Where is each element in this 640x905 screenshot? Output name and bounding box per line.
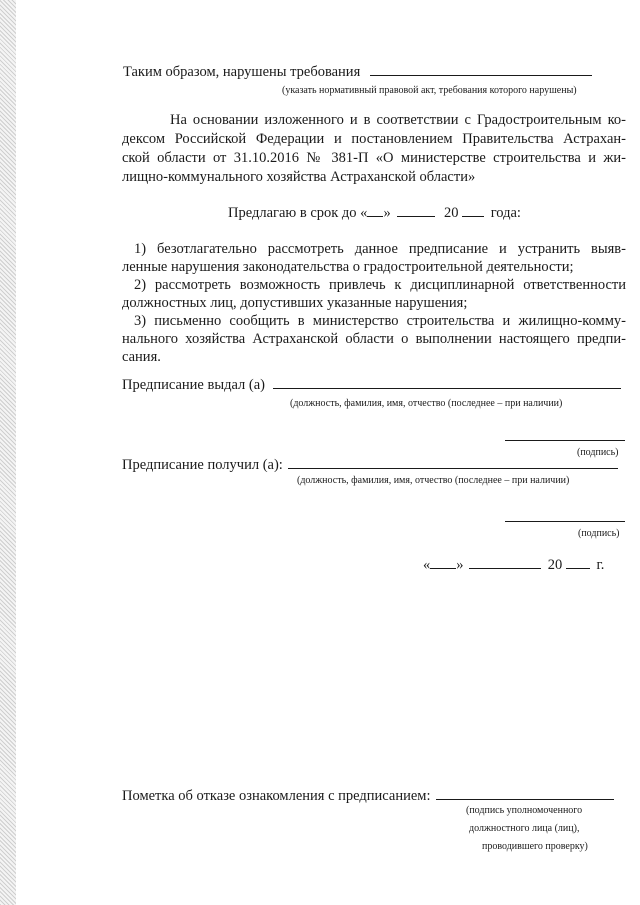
received-hint: (должность, фамилия, имя, отчество (последнее – при наличии) xyxy=(297,475,570,486)
basis-line-2: дексом Российской Федерации и постановлением Правительства Астрахан- xyxy=(122,131,626,147)
violation-label: Таким образом, нарушены требования xyxy=(123,64,361,80)
issued-label: Предписание выдал (а) xyxy=(122,377,265,393)
issued-row xyxy=(122,376,621,394)
item-2-line-2: должностных лиц, допустивших указанные нарушения; xyxy=(122,295,468,311)
deadline-year-field[interactable] xyxy=(462,204,484,217)
refusal-hint-line-2: должностного лица (лиц), xyxy=(469,823,580,834)
basis-line-4: лищно-коммунального хозяйства Астраханской области» xyxy=(122,169,476,185)
refusal-label: Пометка об отказе ознакомления с предписанием: xyxy=(122,788,431,804)
deadline-quote-close: » xyxy=(383,205,391,221)
deadline-prefix: Предлагаю в срок до « xyxy=(228,205,368,221)
issued-signature-hint: (подпись) xyxy=(577,447,619,458)
date-row xyxy=(423,556,604,574)
issued-field[interactable] xyxy=(273,376,621,389)
received-row xyxy=(122,456,618,474)
deadline-year-prefix: 20 xyxy=(443,205,459,221)
issued-hint: (должность, фамилия, имя, отчество (последнее – при наличии) xyxy=(290,398,563,409)
refusal-hint-line-1: (подпись уполномоченного xyxy=(466,805,583,816)
violation-hint: (указать нормативный правовой акт, требования которого нарушены) xyxy=(282,85,577,96)
issued-signature-line[interactable] xyxy=(505,440,625,441)
item-3-line-1: 3) письменно сообщить в министерство строительства и жилищно-комму- xyxy=(134,313,626,329)
deadline-day-field[interactable] xyxy=(367,204,383,217)
received-label: Предписание получил (а): xyxy=(122,457,283,473)
deadline-suffix: года: xyxy=(490,205,521,221)
refusal-field[interactable] xyxy=(436,787,614,800)
basis-line-3: ской области от 31.10.2016 № 381-П «О министерстве строительства и жи- xyxy=(122,150,626,166)
refusal-row xyxy=(122,787,614,805)
date-open-quote: « xyxy=(423,557,431,573)
scan-binding-edge xyxy=(0,0,16,905)
item-1-line-1: 1) безотлагательно рассмотреть данное предписание и устранить выяв- xyxy=(134,241,626,257)
violation-field[interactable] xyxy=(370,63,592,76)
deadline-row xyxy=(228,204,521,222)
date-year-field[interactable] xyxy=(566,556,590,569)
received-signature-hint: (подпись) xyxy=(578,528,620,539)
date-year-suffix: г. xyxy=(596,557,605,573)
date-day-field[interactable] xyxy=(430,556,456,569)
item-2-line-1: 2) рассмотреть возможность привлечь к дисциплинарной ответственности xyxy=(134,277,626,293)
item-3-line-2: нального хозяйства Астраханской области о выполнении настоящего предпи- xyxy=(122,331,626,347)
violation-row xyxy=(123,63,592,81)
item-3-line-3: сания. xyxy=(122,349,161,365)
deadline-month-field[interactable] xyxy=(397,204,435,217)
received-field[interactable] xyxy=(288,456,618,469)
refusal-hint-line-3: проводившего проверку) xyxy=(482,841,588,852)
item-1-line-2: ленные нарушения законодательства о градостроительной деятельности; xyxy=(122,259,574,275)
received-signature-line[interactable] xyxy=(505,521,625,522)
date-close-quote: » xyxy=(456,557,464,573)
date-month-field[interactable] xyxy=(469,556,541,569)
basis-line-1: На основании изложенного и в соответствии с Градостроительным ко- xyxy=(170,112,626,128)
date-year-prefix: 20 xyxy=(547,557,563,573)
